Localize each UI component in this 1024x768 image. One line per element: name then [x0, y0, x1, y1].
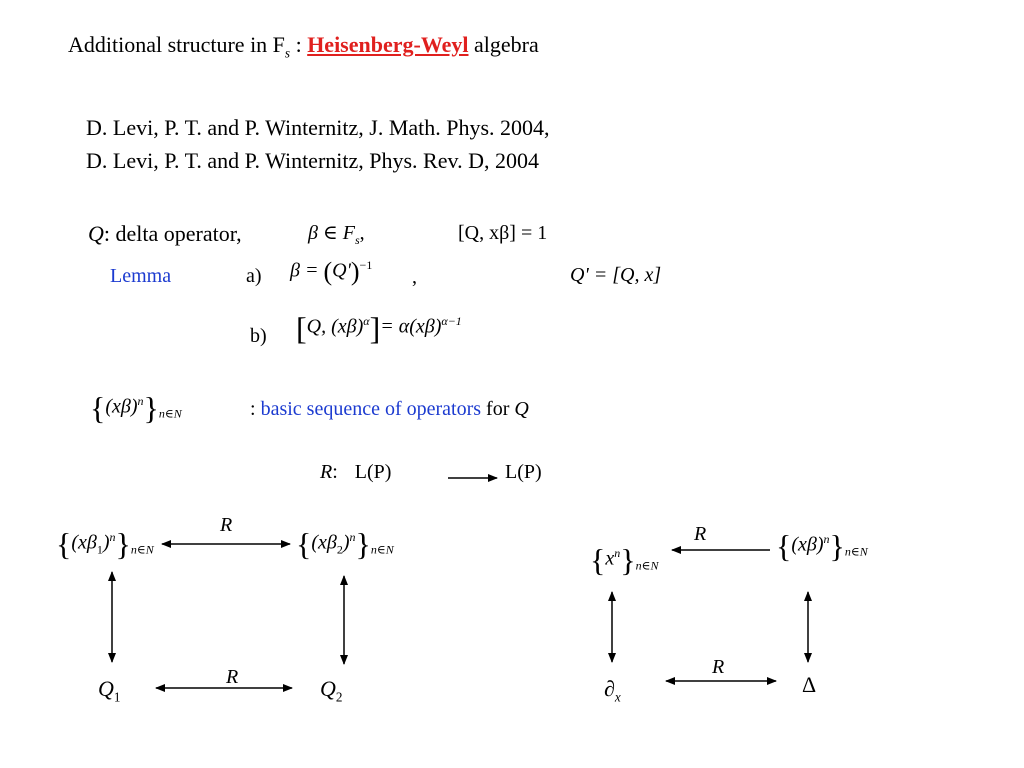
rtr-index: n∈N — [844, 544, 868, 559]
left-top-right-set: $\{(x\beta_2)^n\}_{n\in N}$ — [296, 526, 394, 562]
map-r-symbol: R — [320, 461, 333, 483]
map-r-domain: L(P) — [354, 461, 392, 483]
q1-sub: 1 — [113, 689, 121, 705]
beta-in-fs-sub: s — [354, 233, 360, 247]
rtl-exp: n — [614, 545, 621, 560]
commutator-relation: [Q, xβ] = 1 — [458, 222, 548, 244]
lemma-label: Lemma — [110, 265, 172, 287]
q2-sub: 2 — [335, 689, 343, 705]
right-top-arrow-label: R — [694, 523, 707, 545]
basic-seq-for: for — [486, 398, 510, 420]
q2-symbol: Q — [320, 676, 336, 701]
ltr-index: n∈N — [370, 542, 394, 557]
left-top-arrow-label: R — [220, 514, 233, 536]
left-top-left-set: $\{(x\beta_1)^n\}_{n\in N}$ — [56, 526, 154, 562]
lemma-a-label: a) — [246, 265, 262, 287]
title-highlight: Heisenberg-Weyl — [307, 32, 469, 57]
reference-1: D. Levi, P. T. and P. Winternitz, J. Math. Phys. 2004, — [86, 115, 550, 140]
rtr-exp: n — [823, 531, 830, 546]
basic-seq-base: (xβ) — [105, 395, 138, 418]
ltl-index: n∈N — [130, 542, 154, 557]
rtl-index: n∈N — [635, 558, 659, 573]
basic-seq-exp: n — [137, 393, 144, 408]
ltl-sub: 1 — [96, 542, 103, 557]
title-prefix: Additional structure in F — [68, 32, 285, 57]
basic-seq-for-symbol: Q — [514, 398, 529, 420]
map-r-colon: : — [332, 461, 338, 483]
title-colon: : — [295, 32, 302, 57]
ltl-close: ) — [102, 531, 110, 554]
reference-2: D. Levi, P. T. and P. Winternitz, Phys. Rev. D, 2004 — [86, 148, 539, 173]
lemma-a-comma: , — [412, 266, 417, 288]
title-suffix: algebra — [474, 32, 539, 57]
lemma-a-exp: −1 — [359, 258, 373, 272]
lemma-b-label: b) — [250, 325, 267, 347]
right-bottom-arrow-label: R — [712, 656, 725, 678]
beta-in-fs: β ∈ F — [308, 222, 355, 244]
basic-seq-colon: : — [250, 398, 256, 420]
lemma-b-exp2: α−1 — [441, 313, 462, 328]
beta-comma: , — [359, 222, 365, 244]
right-top-right-set: $\{(x\beta)^n\}_{n\in N}$ — [776, 528, 868, 564]
ltr-close: ) — [342, 531, 350, 554]
ltr-exp: n — [349, 529, 356, 544]
partial-sub: x — [614, 689, 621, 705]
lemma-a-formula: $\beta = (Q')^{-1}$ — [290, 257, 373, 287]
rtr-base: (xβ) — [791, 533, 824, 556]
basic-sequence-set: $\{(x\beta)^n\}_{n\in N}$ — [90, 390, 182, 426]
basic-seq-label: basic sequence of operators — [260, 398, 482, 420]
ltl-base: (xβ — [71, 531, 97, 554]
q-symbol: Q — [88, 221, 104, 246]
map-r-codomain: L(P) — [505, 461, 542, 483]
partial-symbol: ∂ — [604, 676, 615, 701]
title-sub: s — [284, 45, 291, 61]
right-bottom-right-delta: Δ — [802, 672, 817, 697]
ltr-base: (xβ — [311, 531, 337, 554]
rtl-base: x — [605, 547, 615, 570]
lemma-b-formula: [Q, $(x\beta)^\alpha]= \alpha(x\beta)^{\alpha-1}$ — [296, 310, 462, 346]
lemma-a-right: Q' = [Q, x] — [570, 264, 662, 286]
ltr-sub: 2 — [336, 542, 343, 557]
lemma-b-mid: = α(xβ) — [380, 315, 442, 338]
ltl-exp: n — [109, 529, 116, 544]
lemma-a-q: Q' — [332, 259, 351, 282]
basic-seq-index: n∈N — [158, 406, 182, 421]
right-top-left-set: $\{x^n\}_{n\in N}$ — [590, 542, 659, 578]
q1-symbol: Q — [98, 676, 114, 701]
delta-operator-text: : delta operator, — [103, 221, 242, 246]
lemma-a-left: β = — [290, 259, 319, 282]
lemma-b-exp1: α — [363, 313, 370, 328]
left-bottom-arrow-label: R — [226, 666, 239, 688]
lemma-b-left: Q, (xβ) — [306, 315, 364, 338]
